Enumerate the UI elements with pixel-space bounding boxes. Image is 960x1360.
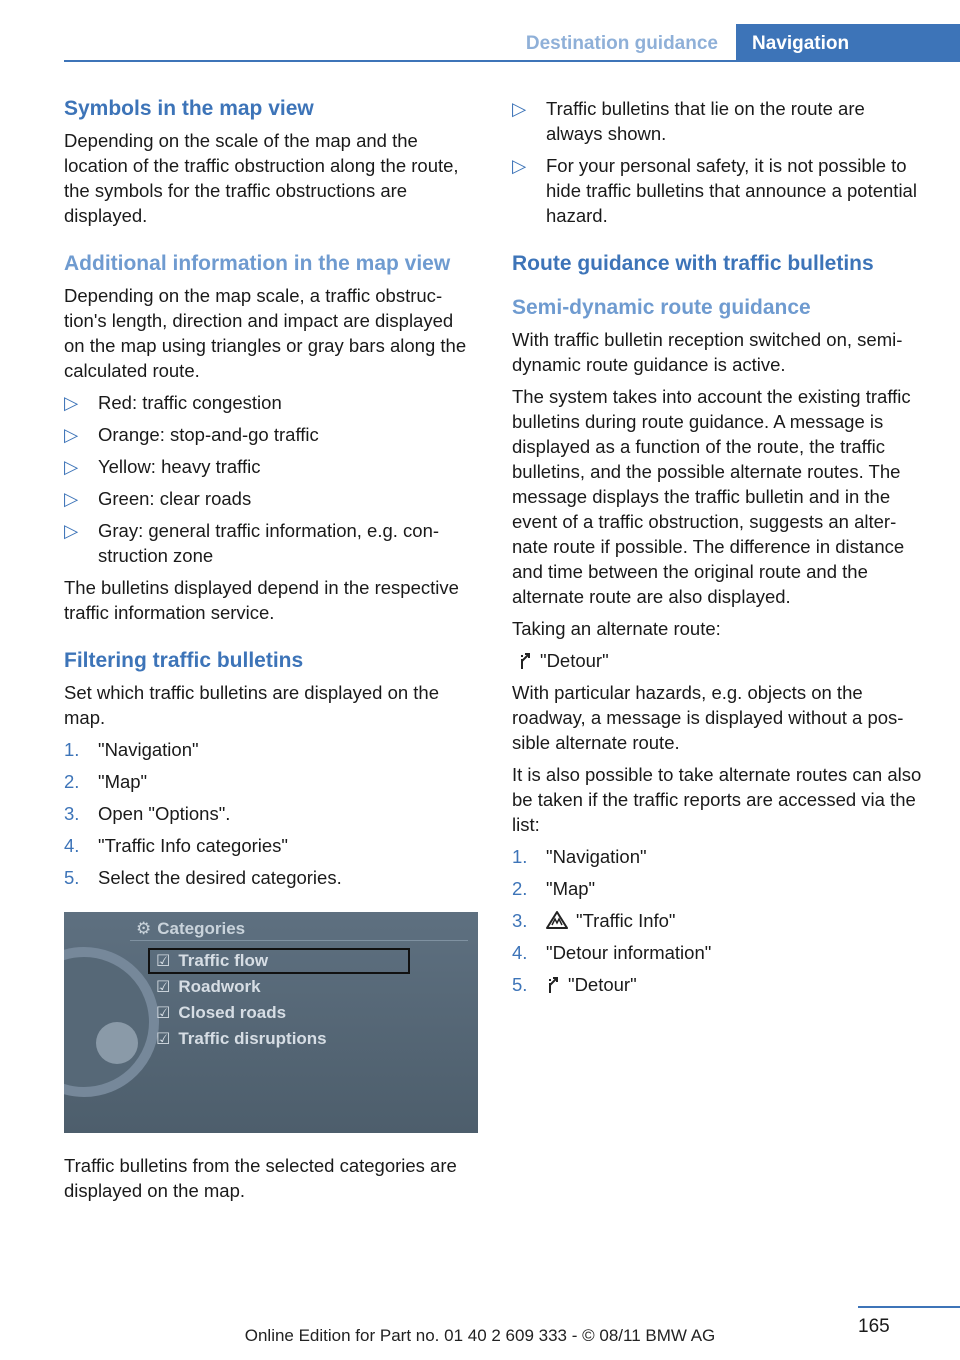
header-section-title: Destination guidance (525, 33, 718, 54)
triangle-bullet-icon: ▷ (64, 456, 79, 477)
triangle-bullet-icon: ▷ (64, 424, 79, 445)
header-rule (64, 60, 960, 62)
checkbox-icon: ☑ (156, 953, 171, 970)
triangle-bullet-icon: ▷ (64, 488, 79, 509)
color-legend-list (64, 390, 478, 568)
paragraph-also-possible: It is also possible to take alternate routes can also be taken if the traffic reports are accessed via the list: (512, 764, 922, 835)
triangle-bullet-icon: ▷ (64, 392, 79, 413)
footer-rule (858, 1306, 960, 1308)
checkbox-icon: ☑ (156, 979, 171, 996)
step-item: 1. "Navigation" (64, 739, 199, 760)
heading-additional-info: Additional information in the map view (64, 252, 451, 275)
paragraph-filtering: Set which traffic bulletins are displayed on the map. (64, 682, 440, 728)
triangle-bullet-icon: ▷ (512, 155, 527, 176)
detour-steps-list (512, 844, 926, 997)
paragraph-symbols: Depending on the scale of the map and the location of the traffic obstruction along the route, the symbols for the traffic obstructions are displayed. (64, 130, 459, 226)
heading-filtering: Filtering traffic bulletins (64, 649, 304, 672)
paragraph-taking-alternate: Taking an alternate route: (512, 618, 721, 639)
checkbox-icon: ☑ (156, 1031, 171, 1048)
detour-icon (546, 974, 560, 994)
list-item: ▷ Red: traffic congestion (64, 392, 282, 413)
heading-route-guidance: Route guidance with traffic bulletins (512, 252, 874, 275)
screen-checkbox-item[interactable]: ☑ Traffic flow (156, 948, 268, 974)
paragraph-semi-dynamic: With traffic bulletin reception switched on, semi-dynamic route guidance is active. (512, 329, 903, 375)
heading-symbols-map-view: Symbols in the map view (64, 97, 314, 120)
step-item: 4. "Traffic Info categories" (64, 835, 288, 856)
heading-semi-dynamic: Semi-dynamic route guidance (512, 296, 811, 319)
step-item: 3. "Traffic Info" (512, 910, 676, 931)
right-column (512, 96, 926, 1004)
screen-checkbox-item[interactable]: ☑ Closed roads (156, 1000, 286, 1026)
paragraph-bulletins-depend: The bulletins displayed depend in the respective traffic information service. (64, 577, 459, 623)
triangle-bullet-icon: ▷ (64, 520, 79, 541)
step-item: 1. "Navigation" (512, 846, 647, 867)
route-bullet-list (512, 96, 926, 228)
list-item: ▷ Traffic bulletins that lie on the route are always shown. (512, 98, 865, 144)
step-item: 5. "Detour" (512, 974, 637, 995)
step-item: 4. "Detour information" (512, 942, 712, 963)
warning-triangle-icon (546, 910, 568, 930)
paragraph-system: The system takes into account the existing traffic bulletins during route guidance. A message is displayed as a function of the route, the traffic bulletins, and the possible alternate routes. The message displays the traffic bulletin and in the event of a traffic obstruction, suggests an alternate route if possible. The difference in distance and time between the original route and the alternate route are also displayed. (512, 386, 911, 607)
step-item: 5. Select the desired categories. (64, 867, 342, 888)
header-chapter-tab: Navigation (736, 24, 960, 62)
checkbox-icon: ☑ (156, 1005, 171, 1022)
list-item: ▷ Yellow: heavy traffic (64, 456, 261, 477)
detour-icon (518, 650, 532, 670)
list-item: ▷ Gray: general traffic information, e.g. construction zone (64, 520, 440, 566)
step-item: 3. Open "Options". (64, 803, 231, 824)
paragraph-after-screen: Traffic bulletins from the selected categories are displayed on the map. (64, 1155, 457, 1201)
step-item: 2. "Map" (512, 878, 596, 899)
filtering-steps-list (64, 737, 478, 890)
list-item: ▷ Green: clear roads (64, 488, 252, 509)
screen-checkbox-item[interactable]: ☑ Traffic disruptions (156, 1026, 327, 1052)
detour-instruction: "Detour" (512, 648, 926, 673)
left-column (64, 96, 478, 1210)
list-item: ▷ For your personal safety, it is not possible to hide traffic bulletins that announce a potential hazard. (512, 155, 917, 226)
paragraph-additional-info: Depending on the map scale, a traffic obstruction's length, direction and impact are displayed on the map using triangles or gray bars along the calculated route. (64, 285, 467, 381)
screen-title: ⚙ Categories (136, 916, 245, 941)
triangle-bullet-icon: ▷ (512, 98, 527, 119)
step-item: 2. "Map" (64, 771, 148, 792)
settings-icon: ⚙ (136, 919, 152, 938)
screen-checkbox-item[interactable]: ☑ Roadwork (156, 974, 261, 1000)
page-number: 165 (858, 1316, 890, 1337)
edition-footer: Online Edition for Part no. 01 40 2 609 333 - © 08/11 BMW AG (244, 1326, 716, 1345)
paragraph-hazards: With particular hazards, e.g. objects on the roadway, a message is displayed without a possible alternate route. (512, 682, 904, 753)
list-item: ▷ Orange: stop-and-go traffic (64, 424, 319, 445)
categories-screen-photo (64, 912, 478, 1133)
